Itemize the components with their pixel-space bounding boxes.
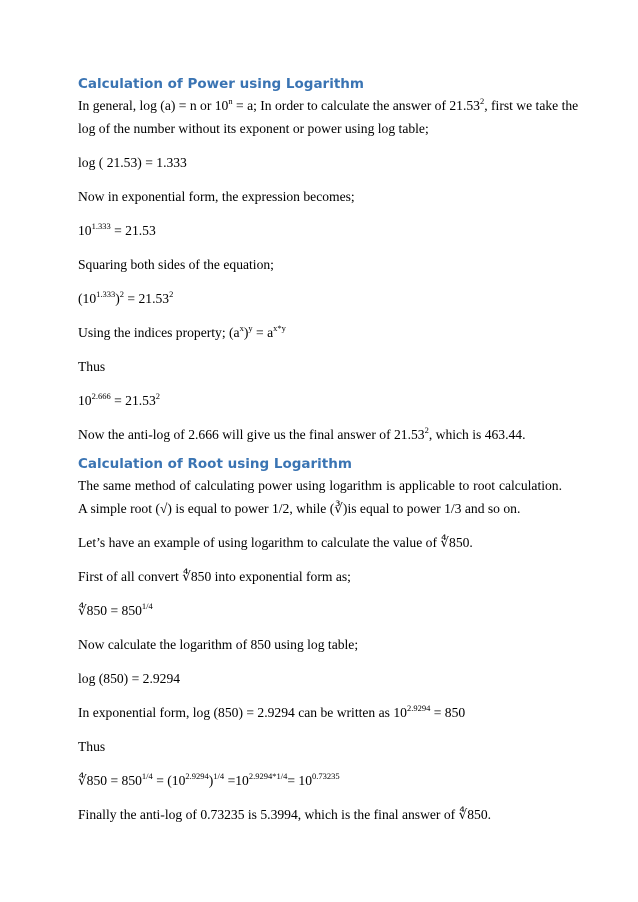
power-conclusion: Now the anti-log of 2.666 will give us the final answer of 21.53$^2$, which is 463.44. — [78, 425, 526, 442]
section-heading-root: Calculation of Root using Logarithm — [78, 456, 352, 472]
power-intro-line-1: In general, log (a) = n or $10^n = a$; In order to calculate the answer of 21.53$^2$, first we take the — [78, 96, 579, 113]
root-intro: The same method of calculating power using logarithm is applicable to root calculation. A simple root (√) is equal to power 1/2, while (∛)is equal to power 1/3 and so on. — [78, 478, 562, 516]
root-equation: ∜850 = $850^{1/4}$ — [78, 601, 153, 618]
exp-intro: Now in exponential form, the expression becomes; — [78, 189, 355, 204]
root-chain-equation: ∜850 = $850^{1/4} = (10^{2.9294})^{1/4} =10^{2.9294*1/4}= 10^{0.73235}$ — [78, 771, 340, 788]
root-calc-intro: Now calculate the logarithm of 850 using log table; — [78, 637, 359, 652]
document-page — [78, 74, 579, 826]
exp-equation: $10^{1.333} = 21.53$ — [78, 221, 156, 238]
root-log-equation: log (850) = 2.9294 — [78, 671, 181, 686]
root-example: Let’s have an example of using logarithm to calculate the value of ∜850. — [78, 535, 473, 550]
square-intro: Squaring both sides of the equation; — [78, 257, 274, 272]
root-final: Finally the anti-log of 0.73235 is 5.3994, which is the final answer of ∜850. — [78, 807, 492, 822]
root-thus-label: Thus — [78, 739, 106, 754]
root-convert: First of all convert ∜850 into exponential form as; — [78, 569, 351, 584]
section-heading-power: Calculation of Power using Logarithm — [78, 76, 364, 92]
thus-label: Thus — [78, 359, 106, 374]
power-intro-line-2: log of the number without its exponent or power using log table; — [78, 121, 429, 136]
log-equation: log ( 21.53) = 1.333 — [78, 155, 187, 170]
indices-property: Using the indices property; $(a^x)^y = a^{x*y}$ — [78, 323, 286, 340]
square-equation: $(10^{1.333})^2 = 21.53^2$ — [78, 289, 174, 306]
result-equation: $10^{2.666} = 21.53^2$ — [78, 391, 161, 408]
root-exp-form: In exponential form, log (850) = 2.9294 can be written as $10^{2.9294} = 850$ — [78, 703, 466, 720]
